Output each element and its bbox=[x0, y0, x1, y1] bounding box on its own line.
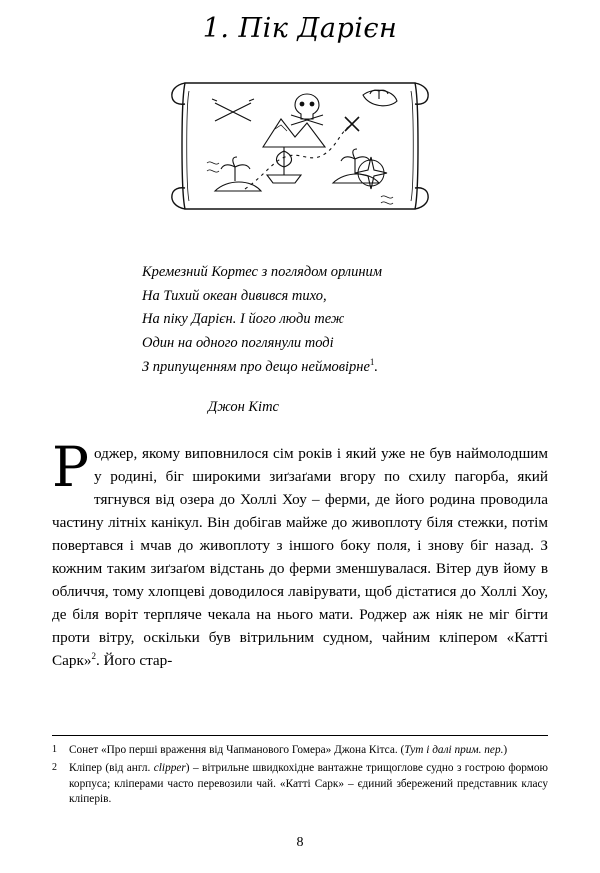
epigraph-line: На Тихий океан дивився тихо, bbox=[142, 287, 327, 304]
footnote-text bbox=[69, 743, 548, 759]
footnote-ref-2[interactable]: 2 bbox=[91, 651, 96, 662]
footnote-text-plain: Сонет «Про перші враження від Чапманового Гомера» Джона Кітса. ( bbox=[69, 743, 405, 756]
treasure-map-illustration bbox=[155, 71, 445, 221]
footnotes-section bbox=[52, 735, 548, 811]
footnote-number: 1 bbox=[52, 743, 57, 755]
body-text-main: оджер, якому виповнилося сім років і який уже не був наймолодшим у родині, біг широкими зиґзаґами вгору по схилу пагорба, який тягнувся від озера до Холлі Хоу – ферми, де його родина проводила частину літніх канікул. Він добігав майже до живоплоту біля стежки, потім повертався і мчав до живоплоту з іншого боку поля, і знову біг назад. З кожним таким зиґзаґом відстань до ферми зменшувалася. Вітер дув йому в обличчя, тому хлопцеві доводилося лавірувати, щоб дістатися до Холлі Хоу, де біля воріт терпляче чекала на нього мати. Роджер аж ніяк не міг бігти проти вітру, оскільки був вітрильним судном, чайним кліпером «Катті Сарк» bbox=[52, 444, 548, 670]
epigraph-line-last: З припущенням про дещо неймовірне$^1$. bbox=[142, 357, 379, 376]
body-text-tail: . Його стар- bbox=[95, 652, 173, 670]
footnote-text-italic: Тут і далі прим. пер. bbox=[404, 743, 504, 756]
footnote-text-before: Кліпер (від англ. bbox=[69, 762, 154, 775]
epigraph-line: Один на одного поглянули тоді bbox=[142, 334, 334, 351]
drop-cap: Р bbox=[52, 434, 90, 499]
body-paragraph bbox=[52, 434, 548, 673]
epigraph-author: Джон Кітс bbox=[208, 398, 279, 415]
footnote-ref-1[interactable]: 1 bbox=[369, 357, 375, 368]
footnote-text-after: ) bbox=[503, 743, 508, 756]
page-title: 1. Пік Дарієн bbox=[202, 13, 398, 44]
footnote-text-italic: clipper bbox=[153, 762, 186, 775]
page-number: 8 bbox=[296, 835, 304, 850]
epigraph-line: Кремезний Кортес з поглядом орлиним bbox=[142, 264, 383, 281]
footnote-text-after: ) – вітрильне швидкохідне вантажне трищоглове судно з гострою формою корпуса; кліперами часто перевозили чай. «Катті Сарк» – єдиний збережений представник класу кліперів. bbox=[69, 762, 548, 806]
epigraph-line: На піку Дарієн. І його люди теж bbox=[142, 311, 345, 328]
epigraph bbox=[52, 261, 548, 379]
footnote-number: 2 bbox=[52, 762, 57, 774]
epigraph-line-text: З припущенням про дещо неймовірне bbox=[142, 359, 370, 376]
footnote-item bbox=[52, 761, 548, 808]
footnote-item bbox=[52, 743, 548, 759]
footnote-text bbox=[69, 761, 548, 808]
